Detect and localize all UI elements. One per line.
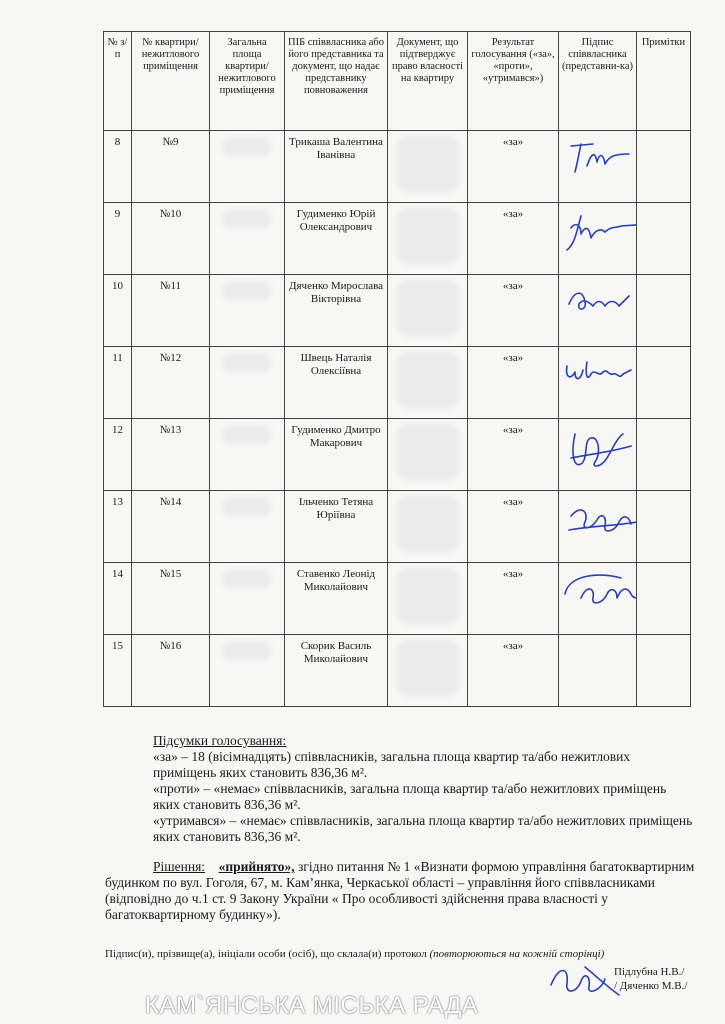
cell-notes	[637, 347, 691, 419]
table-row	[104, 563, 691, 635]
cell-number: 9	[104, 203, 132, 275]
handwritten-signature	[561, 496, 637, 540]
cell-number: 10	[104, 275, 132, 347]
summary-utrymavsia: «утримався» – «немає» співвласників, загальна площа квартир та/або нежитлових приміщень яких становить 836,36 м².	[153, 813, 693, 844]
author-signature	[545, 955, 625, 1005]
cell-area	[210, 131, 285, 203]
voting-summary	[105, 733, 695, 923]
signer-2: / Дяченко М.В./	[614, 980, 688, 992]
protocol-signers	[614, 965, 687, 993]
cell-apartment: №14	[132, 491, 210, 563]
redacted-area	[225, 140, 269, 154]
table-row	[104, 491, 691, 563]
cell-signature	[559, 635, 637, 707]
redacted-document	[400, 426, 456, 478]
header-apartment: № квартири/ нежитлового приміщення	[132, 32, 210, 131]
decision-value: «прийнято»,	[218, 859, 295, 874]
cell-owner: Швець Наталія Олексіївна	[285, 347, 388, 419]
cell-owner: Трикаша Валентина Іванівна	[285, 131, 388, 203]
redacted-area	[225, 500, 269, 514]
council-watermark: КАМ`ЯНСЬКА МІСЬКА РАДА	[145, 992, 479, 1019]
cell-document	[388, 347, 468, 419]
cell-document	[388, 491, 468, 563]
cell-signature	[559, 347, 637, 419]
redacted-document	[400, 282, 456, 334]
cell-notes	[637, 563, 691, 635]
redacted-document	[400, 642, 456, 694]
decision-text: згідно питання № 1 «Визнати формою управління багатоквартирним будинком по вул. Гоголя, 67, м. Кам’янка, Черкаської області – управління його співвласниками (відповідно до ч.1 ст. 9 Закону України « Про особливості здійснення права власності у багатоквартирному будинку»).	[105, 859, 695, 922]
redacted-area	[225, 644, 269, 658]
redacted-document	[400, 138, 456, 190]
footer-note: Підпис(и), прізвище(а), ініціали особи (осіб), що склала(и) протокол (повторюються на кожній сторінці)	[105, 948, 605, 960]
cell-area	[210, 635, 285, 707]
signer-1: Підлубна Н.В./	[614, 966, 685, 978]
cell-notes	[637, 275, 691, 347]
cell-number: 15	[104, 635, 132, 707]
cell-owner: Гудименко Дмитро Макарович	[285, 419, 388, 491]
cell-signature	[559, 563, 637, 635]
redacted-area	[225, 428, 269, 442]
redacted-document	[400, 498, 456, 550]
redacted-document	[400, 570, 456, 622]
cell-signature	[559, 419, 637, 491]
cell-signature	[559, 131, 637, 203]
cell-vote: «за»	[468, 635, 559, 707]
table-row	[104, 131, 691, 203]
cell-vote: «за»	[468, 275, 559, 347]
table-row	[104, 203, 691, 275]
cell-owner: Гудименко Юрій Олександрович	[285, 203, 388, 275]
cell-document	[388, 635, 468, 707]
redacted-area	[225, 356, 269, 370]
cell-document	[388, 275, 468, 347]
decision-label: Рішення:	[153, 859, 206, 874]
header-notes: Примітки	[637, 32, 691, 131]
cell-owner: Дяченко Мирослава Вікторівна	[285, 275, 388, 347]
cell-area	[210, 275, 285, 347]
redacted-document	[400, 354, 456, 406]
header-number: № з/п	[104, 32, 132, 131]
cell-area	[210, 203, 285, 275]
voting-table	[103, 31, 691, 707]
cell-number: 14	[104, 563, 132, 635]
table-row	[104, 419, 691, 491]
cell-number: 12	[104, 419, 132, 491]
header-document: Документ, що підтверджує право власності на квартиру	[388, 32, 468, 131]
cell-notes	[637, 419, 691, 491]
footer-note-italic: (повторюються на кожній сторінці)	[429, 948, 605, 960]
cell-vote: «за»	[468, 131, 559, 203]
summary-za: «за» – 18 (вісімнадцять) співвласників, загальна площа квартир та/або нежитлових приміщень яких становить 836,36 м².	[153, 749, 631, 780]
cell-vote: «за»	[468, 347, 559, 419]
header-owner: ПІБ співвласника або його представника та документ, що надає представнику повноваження	[285, 32, 388, 131]
cell-number: 8	[104, 131, 132, 203]
redacted-area	[225, 284, 269, 298]
cell-area	[210, 419, 285, 491]
cell-vote: «за»	[468, 563, 559, 635]
handwritten-signature	[561, 208, 637, 256]
cell-owner: Ставенко Леонід Миколайович	[285, 563, 388, 635]
cell-vote: «за»	[468, 419, 559, 491]
cell-area	[210, 491, 285, 563]
header-vote-result: Результат голосування («за», «проти», «утримався»)	[468, 32, 559, 131]
cell-document	[388, 203, 468, 275]
cell-apartment: №9	[132, 131, 210, 203]
summary-proty: «проти» – «немає» співвласників, загальна площа квартир та/або нежитлових приміщень яких становить 836,36 м².	[153, 781, 667, 812]
cell-document	[388, 563, 468, 635]
cell-apartment: №12	[132, 347, 210, 419]
cell-notes	[637, 491, 691, 563]
redacted-area	[225, 572, 269, 586]
header-area: Загальна площа квартири/ нежитлового приміщення	[210, 32, 285, 131]
cell-apartment: №10	[132, 203, 210, 275]
cell-area	[210, 347, 285, 419]
cell-apartment: №15	[132, 563, 210, 635]
handwritten-signature	[561, 424, 637, 476]
cell-owner: Скорик Василь Миколайович	[285, 635, 388, 707]
redacted-area	[225, 212, 269, 226]
cell-signature	[559, 203, 637, 275]
table-row	[104, 347, 691, 419]
cell-document	[388, 131, 468, 203]
cell-vote: «за»	[468, 491, 559, 563]
redacted-document	[400, 210, 456, 262]
cell-apartment: №11	[132, 275, 210, 347]
cell-notes	[637, 203, 691, 275]
handwritten-signature	[563, 280, 633, 320]
table-row	[104, 635, 691, 707]
table-header-row	[104, 32, 691, 131]
handwritten-signature	[561, 568, 637, 612]
cell-notes	[637, 635, 691, 707]
cell-number: 13	[104, 491, 132, 563]
cell-signature	[559, 491, 637, 563]
table-row	[104, 275, 691, 347]
cell-apartment: №13	[132, 419, 210, 491]
cell-vote: «за»	[468, 203, 559, 275]
cell-signature	[559, 275, 637, 347]
cell-area	[210, 563, 285, 635]
handwritten-signature	[563, 136, 633, 176]
handwritten-signature	[561, 352, 637, 392]
summary-heading: Підсумки голосування:	[153, 733, 287, 748]
cell-document	[388, 419, 468, 491]
cell-owner: Ільченко Тетяна Юріївна	[285, 491, 388, 563]
cell-number: 11	[104, 347, 132, 419]
header-signature: Підпис співвласника (представни-ка)	[559, 32, 637, 131]
cell-apartment: №16	[132, 635, 210, 707]
cell-notes	[637, 131, 691, 203]
decision-paragraph	[105, 859, 695, 923]
